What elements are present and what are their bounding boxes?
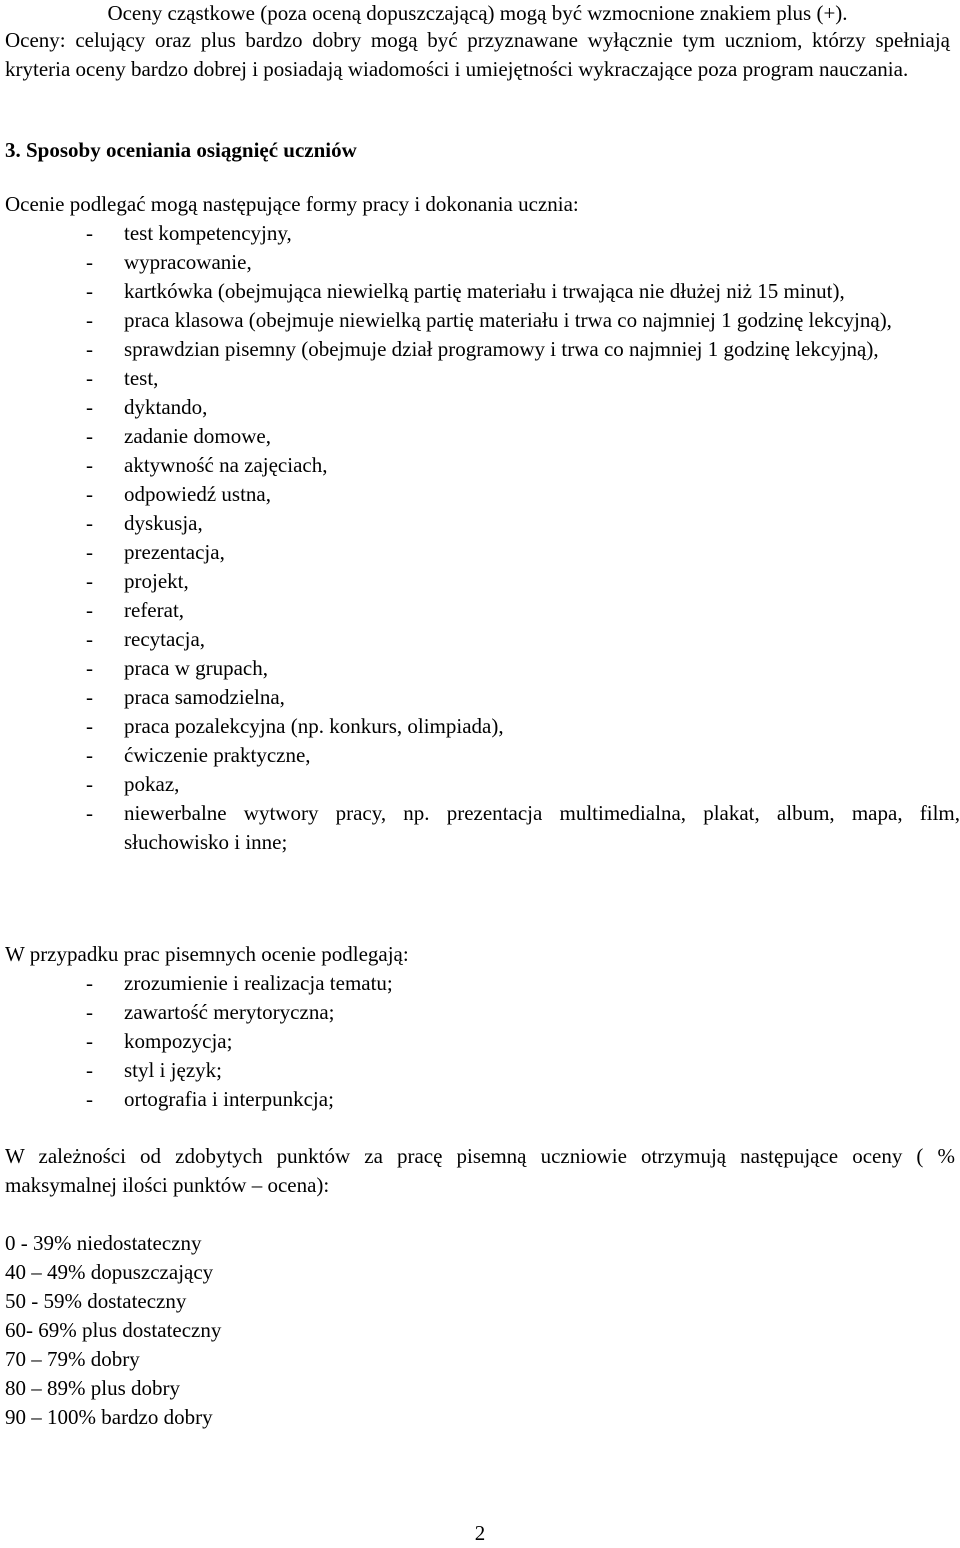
form-list-item xyxy=(0,770,960,799)
grade-item: 80 – 89% plus dobry xyxy=(5,1376,180,1400)
list-item-text: zrozumienie i realizacja tematu; xyxy=(124,971,393,995)
form-list-item xyxy=(0,741,960,770)
list-item-text: sprawdzian pisemny (obejmuje dział programowy i trwa co najmniej 1 godzinę lekcyjną), xyxy=(124,337,879,361)
list-dash: - xyxy=(86,395,93,419)
list-dash: - xyxy=(86,221,93,245)
list-dash: - xyxy=(86,656,93,680)
page-number: 2 xyxy=(474,1521,486,1545)
form-list-item xyxy=(0,480,960,509)
list-item-text: test kompetencyjny, xyxy=(124,221,292,245)
list-dash: - xyxy=(86,772,93,796)
criteria-list-item xyxy=(0,969,960,998)
list-dash: - xyxy=(86,1000,93,1024)
form-list-item xyxy=(0,625,960,654)
list-item-text: ortografia i interpunkcja; xyxy=(124,1087,334,1111)
form-list-item xyxy=(0,277,960,306)
list-item-text: zadanie domowe, xyxy=(124,424,271,448)
form-list-item xyxy=(0,509,960,538)
grade-item: 90 – 100% bardzo dobry xyxy=(5,1405,213,1429)
form-list-item xyxy=(0,683,960,712)
list-item-text: referat, xyxy=(124,598,185,622)
grade-item: 50 - 59% dostateczny xyxy=(5,1289,187,1313)
list-dash: - xyxy=(86,801,93,825)
grade-item: 40 – 49% dopuszczający xyxy=(5,1260,214,1284)
form-list-item xyxy=(0,364,960,393)
forms-intro: Ocenie podlegać mogą następujące formy pracy i dokonania ucznia: xyxy=(5,192,579,216)
intro-line-plus: Oceny cząstkowe (poza oceną dopuszczającą) mogą być wzmocnione znakiem plus (+). xyxy=(107,1,848,25)
list-item-text: recytacja, xyxy=(124,627,206,651)
list-item-text: praca w grupach, xyxy=(124,656,269,680)
list-item-text: aktywność na zajęciach, xyxy=(124,453,328,477)
form-list-item xyxy=(0,219,960,248)
form-list-item xyxy=(0,306,960,335)
list-dash: - xyxy=(86,482,93,506)
written-criteria-list xyxy=(0,969,960,1114)
criteria-list-item xyxy=(0,1027,960,1056)
list-dash: - xyxy=(86,569,93,593)
forms-list xyxy=(0,219,960,857)
criteria-list-item xyxy=(0,1085,960,1114)
list-item-text: dyskusja, xyxy=(124,511,203,535)
section-heading: 3. Sposoby oceniania osiągnięć uczniów xyxy=(5,138,357,162)
list-dash: - xyxy=(86,366,93,390)
list-item-text: zawartość merytoryczna; xyxy=(124,1000,335,1024)
list-item-text: kompozycja; xyxy=(124,1029,233,1053)
list-item-text: projekt, xyxy=(124,569,189,593)
grade-item: 70 – 79% dobry xyxy=(5,1347,140,1371)
list-item-text: prezentacja, xyxy=(124,540,225,564)
grade-item: 0 - 39% niedostateczny xyxy=(5,1231,202,1255)
list-dash: - xyxy=(86,1058,93,1082)
list-dash: - xyxy=(86,1087,93,1111)
form-list-item xyxy=(0,799,960,857)
list-dash: - xyxy=(86,337,93,361)
grade-scale-list xyxy=(5,1229,221,1432)
form-list-item xyxy=(0,248,960,277)
list-item-text: kartkówka (obejmująca niewielką partię materiału i trwająca nie dłużej niż 15 minut), xyxy=(124,279,845,303)
list-item-text: niewerbalne wytwory pracy, np. prezentacja multimedialna, plakat, album, mapa, film, słuchowisko i inne; xyxy=(124,801,960,854)
criteria-list-item xyxy=(0,1056,960,1085)
list-item-text: ćwiczenie praktyczne, xyxy=(124,743,311,767)
list-item-text: praca pozalekcyjna (np. konkurs, olimpiada), xyxy=(124,714,504,738)
list-dash: - xyxy=(86,308,93,332)
list-item-text: praca klasowa (obejmuje niewielką partię materiału i trwa co najmniej 1 godzinę lekcyjną), xyxy=(124,308,892,332)
list-item-text: pokaz, xyxy=(124,772,180,796)
intro-paragraph: Oceny: celujący oraz plus bardzo dobry mogą być przyznawane wyłącznie tym uczniom, którzy spełniają kryteria oceny bardzo dobrej i posiadają wiadomości i umiejętności wykraczające poza program nauczania. xyxy=(5,28,950,81)
grade-item: 60- 69% plus dostateczny xyxy=(5,1318,222,1342)
written-intro: W przypadku prac pisemnych ocenie podlegają: xyxy=(5,942,409,966)
form-list-item xyxy=(0,393,960,422)
points-intro: W zależności od zdobytych punktów za pracę pisemną uczniowie otrzymują następujące oceny ( % maksymalnej ilości punktów – ocena): xyxy=(5,1144,955,1197)
list-item-text: test, xyxy=(124,366,159,390)
form-list-item xyxy=(0,712,960,741)
list-dash: - xyxy=(86,685,93,709)
list-dash: - xyxy=(86,1029,93,1053)
list-dash: - xyxy=(86,453,93,477)
list-dash: - xyxy=(86,598,93,622)
form-list-item xyxy=(0,538,960,567)
list-dash: - xyxy=(86,424,93,448)
list-dash: - xyxy=(86,511,93,535)
form-list-item xyxy=(0,335,960,364)
list-item-text: styl i język; xyxy=(124,1058,222,1082)
list-dash: - xyxy=(86,971,93,995)
list-dash: - xyxy=(86,714,93,738)
list-dash: - xyxy=(86,627,93,651)
criteria-list-item xyxy=(0,998,960,1027)
list-dash: - xyxy=(86,540,93,564)
list-item-text: odpowiedź ustna, xyxy=(124,482,271,506)
list-dash: - xyxy=(86,250,93,274)
form-list-item xyxy=(0,654,960,683)
form-list-item xyxy=(0,422,960,451)
list-dash: - xyxy=(86,743,93,767)
form-list-item xyxy=(0,567,960,596)
list-item-text: praca samodzielna, xyxy=(124,685,285,709)
form-list-item xyxy=(0,451,960,480)
list-item-text: dyktando, xyxy=(124,395,208,419)
list-dash: - xyxy=(86,279,93,303)
list-item-text: wypracowanie, xyxy=(124,250,252,274)
form-list-item xyxy=(0,596,960,625)
